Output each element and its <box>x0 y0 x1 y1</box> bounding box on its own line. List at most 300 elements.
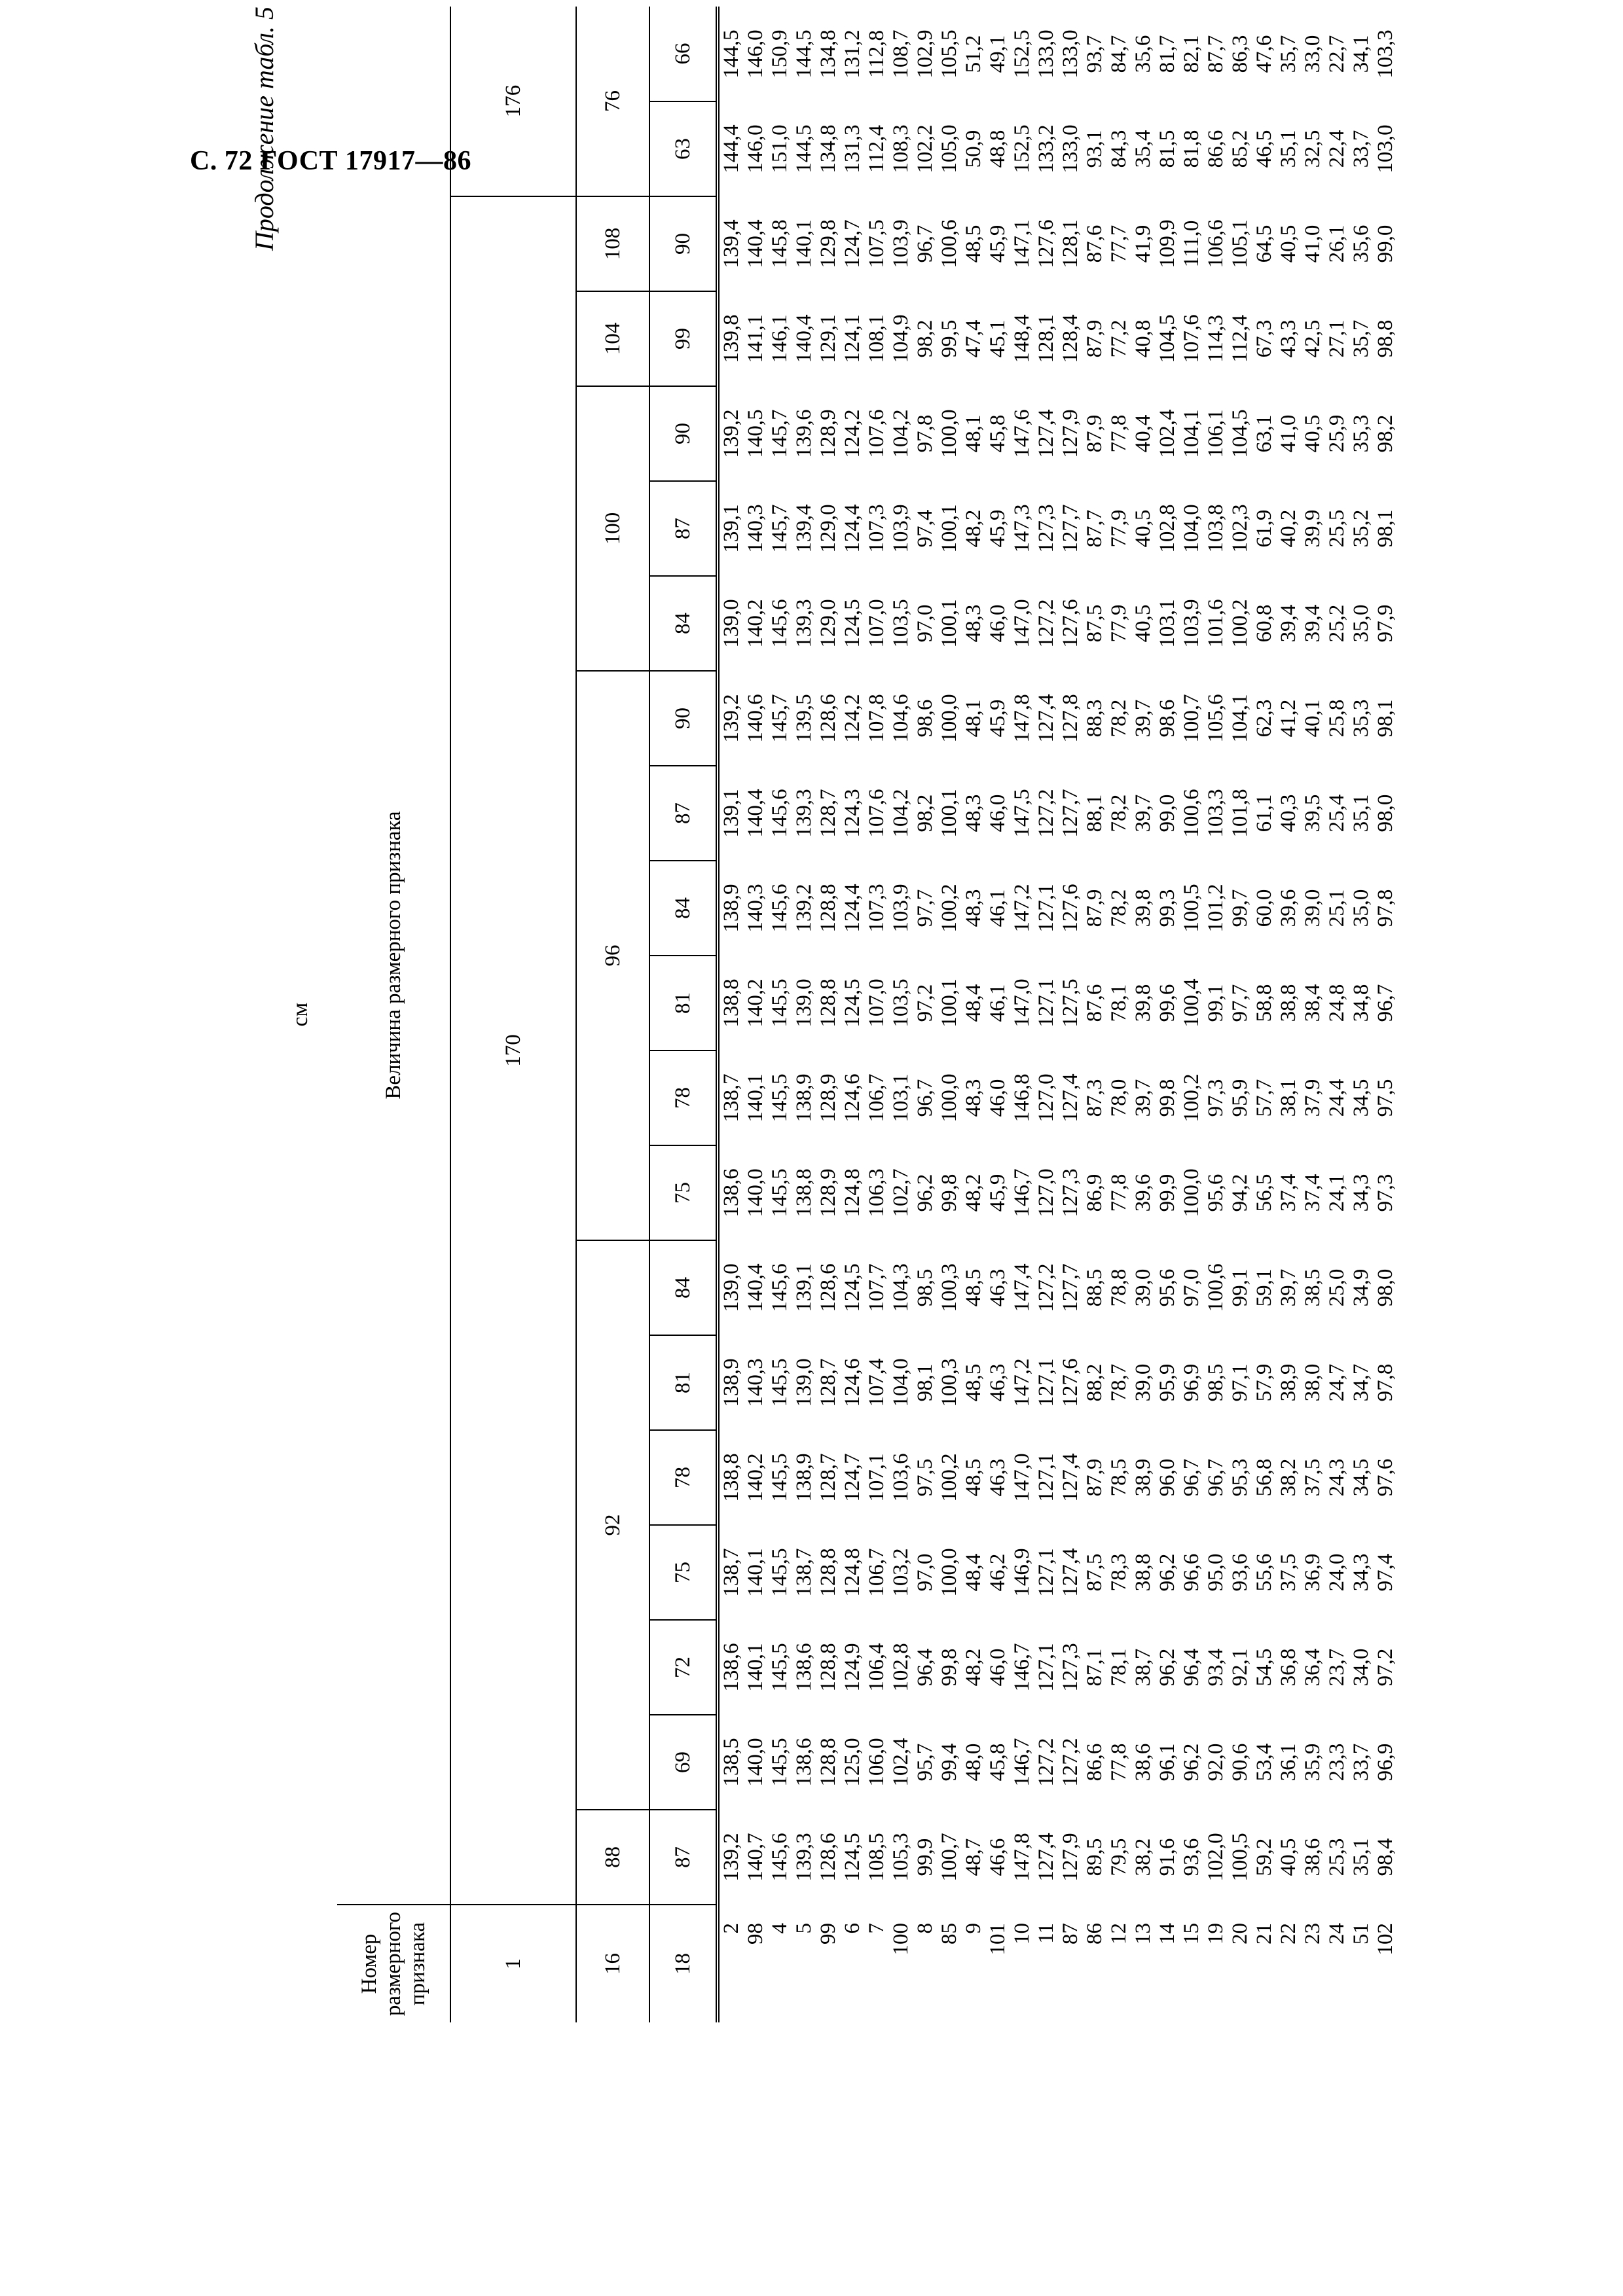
value-cell: 140,0 <box>744 1168 767 1217</box>
waist-header-cell: 99 <box>649 291 718 386</box>
value-cell: 138,7 <box>720 1548 743 1597</box>
value-cell: 103,9 <box>889 219 913 268</box>
table-row <box>1325 7 1349 2022</box>
value-cell: 146,9 <box>1010 1548 1034 1597</box>
value-cell: 24,1 <box>1325 1174 1349 1212</box>
value-cell: 100,6 <box>1204 1263 1228 1312</box>
value-cell: 24,3 <box>1325 1458 1349 1497</box>
value-cell: 103,8 <box>1204 504 1228 553</box>
value-cell: 139,1 <box>792 1263 816 1312</box>
value-cell: 35,9 <box>1301 1743 1324 1782</box>
value-cell: 127,4 <box>1059 1548 1082 1597</box>
value-cell: 98,0 <box>1374 794 1397 833</box>
value-cell: 87,9 <box>1083 1458 1106 1497</box>
row3-label: 18 <box>649 1905 718 2022</box>
value-cell: 57,7 <box>1252 1079 1276 1117</box>
table-row <box>1374 7 1398 2022</box>
value-cell: 46,0 <box>986 794 1010 833</box>
value-cell: 104,2 <box>889 789 913 838</box>
value-cell: 146,1 <box>768 314 792 363</box>
waist-header-cell: 78 <box>649 1430 718 1525</box>
waist-header-cell: 63 <box>649 101 718 196</box>
value-cell: 48,2 <box>962 509 985 548</box>
value-cell: 140,2 <box>744 978 767 1028</box>
value-cell: 145,5 <box>768 1738 792 1787</box>
value-cell: 139,4 <box>792 504 816 553</box>
row-number-cell: 10 <box>1010 1923 1034 1945</box>
value-cell: 39,0 <box>1131 1363 1155 1402</box>
chest-88: 88 <box>576 1810 649 1905</box>
value-cell: 139,3 <box>792 1833 816 1882</box>
value-cell: 103,5 <box>889 599 913 648</box>
value-cell: 127,7 <box>1059 789 1082 838</box>
value-cell: 100,2 <box>1228 599 1252 648</box>
value-cell: 81,5 <box>1156 130 1179 168</box>
waist-header-cell: 69 <box>649 1715 718 1810</box>
value-cell: 40,5 <box>1277 1838 1300 1876</box>
value-cell: 108,7 <box>889 29 913 79</box>
value-cell: 86,6 <box>1204 130 1228 168</box>
value-cell: 144,5 <box>792 124 816 173</box>
value-cell: 124,8 <box>841 1168 864 1217</box>
value-cell: 150,9 <box>768 29 792 79</box>
value-cell: 139,2 <box>792 884 816 933</box>
value-cell: 77,9 <box>1107 509 1131 548</box>
value-cell: 147,5 <box>1010 789 1034 838</box>
value-cell: 40,5 <box>1301 414 1324 453</box>
value-cell: 34,5 <box>1349 1079 1373 1117</box>
value-cell: 39,4 <box>1277 604 1300 643</box>
value-cell: 107,4 <box>865 1358 888 1407</box>
value-cell: 133,2 <box>1034 124 1058 173</box>
value-cell: 38,7 <box>1131 1648 1155 1687</box>
value-cell: 127,6 <box>1034 219 1058 268</box>
value-cell: 37,4 <box>1301 1174 1324 1212</box>
table-row <box>768 7 792 2022</box>
value-cell: 138,6 <box>792 1738 816 1787</box>
value-cell: 146,0 <box>744 124 767 173</box>
value-cell: 96,7 <box>913 224 937 263</box>
value-cell: 127,2 <box>1034 1738 1058 1787</box>
value-cell: 140,1 <box>744 1548 767 1597</box>
value-cell: 145,7 <box>768 504 792 553</box>
value-cell: 46,1 <box>986 984 1010 1022</box>
value-cell: 139,1 <box>720 504 743 553</box>
value-cell: 93,6 <box>1228 1553 1252 1592</box>
value-cell: 145,5 <box>768 1073 792 1122</box>
row-number-cell: 86 <box>1083 1923 1106 1945</box>
value-cell: 147,1 <box>1010 219 1034 268</box>
value-cell: 97,2 <box>913 984 937 1022</box>
value-cell: 127,1 <box>1034 1548 1058 1597</box>
value-cell: 128,7 <box>816 1453 840 1502</box>
value-cell: 96,6 <box>1180 1553 1203 1592</box>
value-cell: 145,5 <box>768 1643 792 1692</box>
value-cell: 25,4 <box>1325 794 1349 833</box>
value-cell: 145,7 <box>768 694 792 743</box>
value-cell: 139,5 <box>792 694 816 743</box>
value-cell: 103,9 <box>1180 599 1203 648</box>
value-cell: 140,2 <box>744 599 767 648</box>
value-cell: 99,6 <box>1156 984 1179 1022</box>
value-cell: 96,2 <box>913 1174 937 1212</box>
value-cell: 96,2 <box>1156 1648 1179 1687</box>
value-cell: 103,3 <box>1374 29 1397 79</box>
value-cell: 146,7 <box>1010 1643 1034 1692</box>
value-cell: 146,7 <box>1010 1738 1034 1787</box>
value-cell: 96,1 <box>1156 1743 1179 1782</box>
value-cell: 48,3 <box>962 794 985 833</box>
value-cell: 98,4 <box>1374 1838 1397 1876</box>
value-cell: 124,5 <box>841 599 864 648</box>
value-cell: 140,0 <box>744 1738 767 1787</box>
row-number-cell: 6 <box>841 1923 864 1934</box>
table-row <box>841 7 865 2022</box>
value-cell: 77,7 <box>1107 224 1131 263</box>
value-cell: 139,3 <box>792 789 816 838</box>
row-number-cell: 21 <box>1252 1923 1276 1945</box>
chest-104: 104 <box>576 291 649 386</box>
value-cell: 48,8 <box>986 130 1010 168</box>
table-row <box>744 7 768 2022</box>
value-cell: 59,1 <box>1252 1268 1276 1307</box>
value-cell: 124,7 <box>841 1453 864 1502</box>
value-cell: 67,3 <box>1252 319 1276 358</box>
value-cell: 24,0 <box>1325 1553 1349 1592</box>
value-cell: 134,8 <box>816 29 840 79</box>
value-cell: 38,4 <box>1301 984 1324 1022</box>
value-cell: 78,0 <box>1107 1079 1131 1117</box>
row-number-cell: 14 <box>1156 1923 1179 1945</box>
value-cell: 40,5 <box>1277 224 1300 263</box>
value-cell: 108,5 <box>865 1833 888 1882</box>
value-cell: 104,3 <box>889 1263 913 1312</box>
value-cell: 34,8 <box>1349 984 1373 1022</box>
value-cell: 25,2 <box>1325 604 1349 643</box>
value-cell: 95,7 <box>913 1743 937 1782</box>
value-cell: 61,1 <box>1252 794 1276 833</box>
height-176: 176 <box>450 7 576 196</box>
table-row <box>1228 7 1252 2022</box>
page-header: С. 72 ГОСТ 17917—86 <box>190 146 472 176</box>
value-cell: 100,1 <box>938 978 961 1028</box>
table-row <box>1034 7 1059 2022</box>
value-cell: 48,5 <box>962 1458 985 1497</box>
table-row <box>1083 7 1107 2022</box>
waist-header-cell: 87 <box>649 766 718 861</box>
value-cell: 40,8 <box>1131 319 1155 358</box>
value-cell: 26,1 <box>1325 224 1349 263</box>
value-cell: 87,6 <box>1083 984 1106 1022</box>
table-row <box>1156 7 1180 2022</box>
value-cell: 86,3 <box>1228 35 1252 73</box>
value-cell: 100,5 <box>1228 1833 1252 1882</box>
value-cell: 38,1 <box>1277 1079 1300 1117</box>
row-number-cell: 2 <box>720 1923 743 1934</box>
value-cell: 138,7 <box>720 1073 743 1122</box>
value-cell: 128,6 <box>816 694 840 743</box>
row-number-cell: 51 <box>1349 1923 1373 1945</box>
value-cell: 140,1 <box>792 219 816 268</box>
row-number-cell: 87 <box>1059 1923 1082 1945</box>
row-number-cell: 9 <box>962 1923 985 1934</box>
value-cell: 106,7 <box>865 1548 888 1597</box>
value-cell: 98,1 <box>1374 699 1397 738</box>
value-cell: 127,9 <box>1059 409 1082 458</box>
value-cell: 102,9 <box>913 29 937 79</box>
value-cell: 97,9 <box>1374 604 1397 643</box>
value-cell: 127,9 <box>1059 1833 1082 1882</box>
value-cell: 34,5 <box>1349 1458 1373 1497</box>
value-cell: 97,8 <box>1374 1363 1397 1402</box>
value-cell: 46,6 <box>986 1838 1010 1876</box>
value-cell: 93,6 <box>1180 1838 1203 1876</box>
value-cell: 129,1 <box>816 314 840 363</box>
table-row <box>1349 7 1374 2022</box>
value-cell: 60,8 <box>1252 604 1276 643</box>
height-170: 170 <box>450 196 576 1905</box>
value-cell: 38,8 <box>1131 1553 1155 1592</box>
table-row <box>1131 7 1156 2022</box>
value-cell: 25,1 <box>1325 889 1349 927</box>
value-cell: 140,4 <box>744 219 767 268</box>
value-cell: 127,1 <box>1034 1643 1058 1692</box>
waist-header-cell: 81 <box>649 1335 718 1430</box>
value-cell: 46,3 <box>986 1458 1010 1497</box>
value-cell: 131,2 <box>841 29 864 79</box>
value-cell: 38,9 <box>1131 1458 1155 1497</box>
value-cell: 147,4 <box>1010 1263 1034 1312</box>
value-cell: 129,8 <box>816 219 840 268</box>
value-cell: 127,7 <box>1059 1263 1082 1312</box>
value-cell: 139,2 <box>720 409 743 458</box>
value-cell: 35,4 <box>1131 130 1155 168</box>
value-cell: 109,9 <box>1156 219 1179 268</box>
value-cell: 107,7 <box>865 1263 888 1312</box>
value-cell: 55,6 <box>1252 1553 1276 1592</box>
value-cell: 97,4 <box>1374 1553 1397 1592</box>
value-cell: 108,1 <box>865 314 888 363</box>
row-number-cell: 99 <box>816 1923 840 1945</box>
waist-header-cell: 87 <box>649 481 718 576</box>
value-cell: 77,8 <box>1107 1743 1131 1782</box>
table-body <box>718 7 1398 2022</box>
value-cell: 39,7 <box>1131 794 1155 833</box>
value-cell: 48,3 <box>962 604 985 643</box>
value-cell: 106,1 <box>1204 409 1228 458</box>
value-cell: 41,2 <box>1277 699 1300 738</box>
waist-header-cell: 66 <box>649 7 718 101</box>
value-cell: 38,2 <box>1277 1458 1300 1497</box>
chest-76: 76 <box>576 7 649 196</box>
value-cell: 107,1 <box>865 1453 888 1502</box>
value-cell: 124,5 <box>841 1833 864 1882</box>
value-cell: 42,5 <box>1301 319 1324 358</box>
chest-92: 92 <box>576 1240 649 1810</box>
value-cell: 131,3 <box>841 124 864 173</box>
value-cell: 46,5 <box>1252 130 1276 168</box>
value-cell: 138,6 <box>792 1643 816 1692</box>
value-cell: 97,4 <box>913 509 937 548</box>
value-cell: 140,6 <box>744 694 767 743</box>
value-cell: 34,9 <box>1349 1268 1373 1307</box>
value-cell: 147,3 <box>1010 504 1034 553</box>
value-cell: 145,6 <box>768 884 792 933</box>
value-cell: 88,1 <box>1083 794 1106 833</box>
value-cell: 35,1 <box>1349 1838 1373 1876</box>
row-number-cell: 5 <box>792 1923 816 1934</box>
value-cell: 59,2 <box>1252 1838 1276 1876</box>
value-cell: 23,3 <box>1325 1743 1349 1782</box>
value-cell: 39,8 <box>1131 984 1155 1022</box>
value-cell: 148,4 <box>1010 314 1034 363</box>
value-cell: 144,4 <box>720 124 743 173</box>
value-cell: 48,0 <box>962 1743 985 1782</box>
value-cell: 104,5 <box>1156 314 1179 363</box>
value-cell: 124,9 <box>841 1643 864 1692</box>
value-cell: 36,4 <box>1301 1648 1324 1687</box>
value-cell: 128,7 <box>816 789 840 838</box>
value-cell: 106,4 <box>865 1643 888 1692</box>
value-cell: 53,4 <box>1252 1743 1276 1782</box>
value-cell: 63,1 <box>1252 414 1276 453</box>
value-cell: 104,1 <box>1180 409 1203 458</box>
value-cell: 25,0 <box>1325 1268 1349 1307</box>
value-cell: 147,0 <box>1010 1453 1034 1502</box>
value-cell: 133,0 <box>1059 124 1082 173</box>
value-cell: 104,2 <box>889 409 913 458</box>
value-cell: 51,2 <box>962 35 985 73</box>
value-cell: 127,3 <box>1034 504 1058 553</box>
value-cell: 100,0 <box>938 1073 961 1122</box>
value-cell: 107,0 <box>865 599 888 648</box>
value-cell: 101,2 <box>1204 884 1228 933</box>
value-cell: 128,8 <box>816 884 840 933</box>
value-cell: 22,4 <box>1325 130 1349 168</box>
row-number-cell: 19 <box>1204 1923 1228 1945</box>
value-cell: 127,4 <box>1034 1833 1058 1882</box>
value-cell: 35,1 <box>1277 130 1300 168</box>
waist-header-cell: 75 <box>649 1525 718 1620</box>
table-row <box>1059 7 1083 2022</box>
value-cell: 96,7 <box>913 1079 937 1117</box>
value-cell: 138,6 <box>720 1643 743 1692</box>
value-cell: 100,3 <box>938 1358 961 1407</box>
waist-header-cell: 72 <box>649 1620 718 1715</box>
value-cell: 124,6 <box>841 1358 864 1407</box>
value-cell: 46,0 <box>986 1079 1010 1117</box>
value-cell: 45,1 <box>986 319 1010 358</box>
value-cell: 98,2 <box>1374 414 1397 453</box>
value-cell: 57,9 <box>1252 1363 1276 1402</box>
value-cell: 139,4 <box>720 219 743 268</box>
value-cell: 92,0 <box>1204 1743 1228 1782</box>
value-cell: 124,2 <box>841 694 864 743</box>
value-cell: 90,6 <box>1228 1743 1252 1782</box>
value-cell: 99,8 <box>938 1174 961 1212</box>
value-cell: 98,6 <box>1156 699 1179 738</box>
value-cell: 23,7 <box>1325 1648 1349 1687</box>
value-cell: 104,0 <box>1180 504 1203 553</box>
value-cell: 147,2 <box>1010 884 1034 933</box>
waist-header-cell: 90 <box>649 196 718 291</box>
value-cell: 139,0 <box>792 1358 816 1407</box>
row-number-cell: 24 <box>1325 1923 1349 1945</box>
value-cell: 127,6 <box>1059 599 1082 648</box>
row2-label: 16 <box>576 1905 649 2022</box>
value-cell: 43,3 <box>1277 319 1300 358</box>
value-cell: 99,5 <box>938 319 961 358</box>
value-cell: 147,8 <box>1010 694 1034 743</box>
value-cell: 104,0 <box>889 1358 913 1407</box>
value-cell: 127,0 <box>1034 1073 1058 1122</box>
value-cell: 48,5 <box>962 1363 985 1402</box>
value-cell: 84,7 <box>1107 35 1131 73</box>
value-cell: 140,4 <box>744 1263 767 1312</box>
data-table <box>337 7 1398 2022</box>
value-cell: 127,7 <box>1059 504 1082 553</box>
value-cell: 99,0 <box>1374 224 1397 263</box>
value-cell: 25,3 <box>1325 1838 1349 1876</box>
value-cell: 106,3 <box>865 1168 888 1217</box>
value-cell: 128,7 <box>816 1358 840 1407</box>
value-cell: 112,4 <box>865 124 888 173</box>
value-cell: 103,0 <box>1374 124 1397 173</box>
value-cell: 145,6 <box>768 789 792 838</box>
value-cell: 124,7 <box>841 219 864 268</box>
row-number-cell: 13 <box>1131 1923 1155 1945</box>
value-cell: 93,1 <box>1083 130 1106 168</box>
value-cell: 100,7 <box>938 1833 961 1882</box>
value-cell: 81,8 <box>1180 130 1203 168</box>
value-cell: 139,0 <box>720 1263 743 1312</box>
row1-label: 1 <box>501 1958 525 1969</box>
value-cell: 100,6 <box>938 219 961 268</box>
value-cell: 105,3 <box>889 1833 913 1882</box>
value-cell: 99,8 <box>1156 1079 1179 1117</box>
value-cell: 33,7 <box>1349 130 1373 168</box>
value-cell: 140,5 <box>744 409 767 458</box>
value-cell: 39,6 <box>1277 889 1300 927</box>
value-cell: 78,7 <box>1107 1363 1131 1402</box>
value-cell: 46,0 <box>986 604 1010 643</box>
rotated-table-page <box>249 7 1417 2022</box>
value-cell: 112,4 <box>1228 314 1252 363</box>
value-cell: 100,5 <box>1180 884 1203 933</box>
value-cell: 96,0 <box>1156 1458 1179 1497</box>
value-cell: 36,9 <box>1301 1553 1324 1592</box>
value-cell: 33,7 <box>1349 1743 1373 1782</box>
value-cell: 35,7 <box>1277 35 1300 73</box>
chest-96: 96 <box>576 671 649 1240</box>
table-row <box>1180 7 1204 2022</box>
value-cell: 45,8 <box>986 414 1010 453</box>
value-cell: 34,3 <box>1349 1174 1373 1212</box>
value-cell: 144,5 <box>720 29 743 79</box>
value-cell: 103,1 <box>889 1073 913 1122</box>
value-cell: 100,0 <box>938 409 961 458</box>
value-cell: 87,6 <box>1083 224 1106 263</box>
value-cell: 39,6 <box>1131 1174 1155 1212</box>
value-cell: 129,0 <box>816 504 840 553</box>
value-cell: 147,0 <box>1010 599 1034 648</box>
value-cell: 48,4 <box>962 1553 985 1592</box>
value-cell: 146,0 <box>744 29 767 79</box>
value-cell: 95,9 <box>1228 1079 1252 1117</box>
value-cell: 99,7 <box>1228 889 1252 927</box>
value-cell: 39,4 <box>1301 604 1324 643</box>
value-cell: 127,4 <box>1034 694 1058 743</box>
